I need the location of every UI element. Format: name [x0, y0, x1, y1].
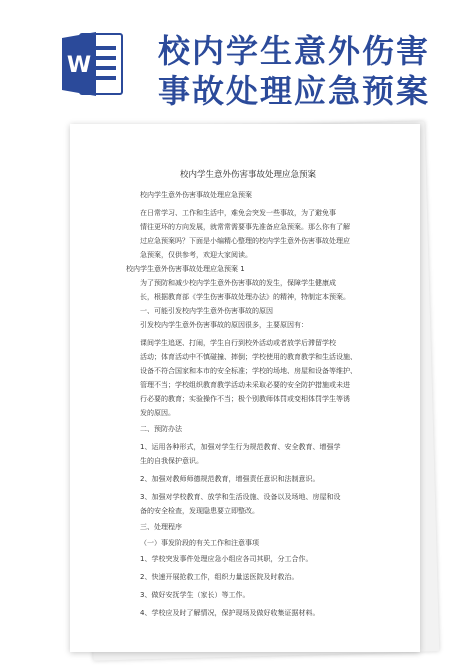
doc-line: 校内学生意外伤害事故处理应急预案 [140, 191, 252, 199]
document-title: 校内学生意外伤害事故处理应急预案 [179, 170, 316, 180]
doc-line: 二、预防办法 [140, 425, 182, 433]
doc-line: 长，根据教育部《学生伤害事故处理办法》的精神，特制定本预案。 [140, 293, 350, 301]
doc-line: 2、快速开展抢救工作，组织力量送医院及时救治。 [140, 573, 299, 581]
doc-line: 发的原因。 [140, 409, 175, 417]
svg-text:W: W [66, 53, 92, 78]
doc-line: 3、加强对学校教育、放学和生活设施、设备以及场地、房屋和设 [140, 493, 341, 501]
doc-line: 生的自我保护意识。 [140, 457, 203, 465]
doc-line: 校内学生意外伤害事故处理应急预案 1 [126, 265, 245, 273]
doc-line: 2、加强对教师师德规范教育，增强责任意识和法制意识。 [140, 475, 320, 483]
banner-title-line-2: 事故处理应急预案 [158, 72, 431, 110]
doc-line: 为了预防和减少校内学生意外伤害事故的发生，保障学生健康成 [140, 279, 336, 287]
doc-line: 备的安全检查，发现隐患要立即整改。 [140, 507, 259, 515]
doc-line: 1、运用各种形式，加强对学生行为规范教育、安全教育、增强学 [140, 443, 341, 451]
doc-line: 急预案，仅供参考，欢迎大家阅读。 [140, 251, 252, 259]
doc-line: 情往更坏的方向发展，就常常需要事先准备应急预案。那么你有了解 [140, 223, 350, 231]
doc-line: 行必要的教育；实验操作不当；极个别教师体罚或变相体罚学生等诱 [140, 395, 350, 403]
doc-line: 过应急预案吗？下面是小编精心整理的校内学生意外伤害事故处理应 [140, 237, 350, 245]
doc-line: 在日常学习、工作和生活中，难免会突发一些事故，为了避免事 [140, 209, 336, 217]
doc-line: 管理不当；学校组织教育教学活动未采取必要的安全防护措施或未进 [140, 381, 350, 389]
banner-title-line-1: 校内学生意外伤害 [158, 32, 431, 70]
document-page [70, 124, 420, 652]
doc-line: 引发校内学生意外伤害事故的原因很多，主要原因有： [140, 321, 308, 329]
doc-line: 活动；体育活动中不慎碰撞、摔倒；学校使用的教育教学和生活设施、 [140, 353, 357, 361]
doc-line: 4、学校应及时了解情况，保护现场及做好收集证据材料。 [140, 609, 320, 617]
doc-line: 设备不符合国家和本市的安全标准；学校的场地、房屋和设备等维护、 [140, 367, 357, 375]
doc-line: 课间学生追逐、打闹，学生自行到校外活动或者放学后滞留学校 [140, 339, 336, 347]
doc-line: （一）事发阶段的有关工作和注意事项 [140, 539, 259, 547]
doc-line: 3、做好安抚学生（家长）等工作。 [140, 591, 250, 599]
doc-line: 一、可能引发校内学生意外伤害事故的原因 [140, 307, 273, 315]
word-document-icon [58, 28, 126, 100]
doc-line: 1、学校突发事件处理应急小组应各司其职，分工合作。 [140, 555, 313, 563]
doc-line: 三、处理程序 [140, 523, 182, 531]
banner [0, 0, 474, 120]
